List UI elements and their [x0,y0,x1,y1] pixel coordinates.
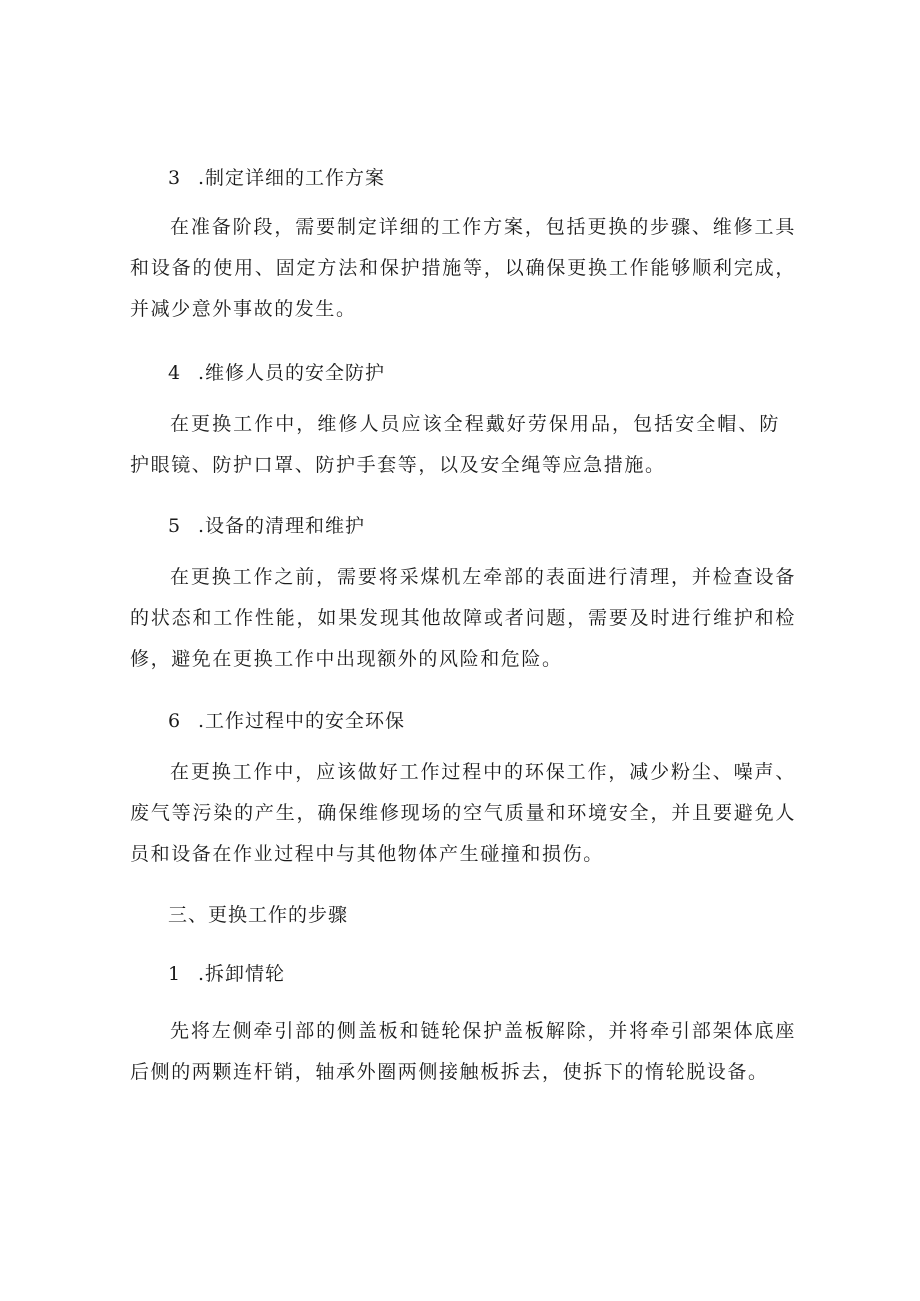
section-4-title: .维修人员的安全防护 [198,362,386,384]
section-3-title: .制定详细的工作方案 [198,167,386,189]
section-3-heading [168,166,385,190]
step-1-title: .拆卸情轮 [198,963,286,985]
section-5-heading [168,514,365,538]
section-5-title: .设备的清理和维护 [198,515,366,537]
section-6-title: .工作过程中的安全环保 [198,710,406,732]
section-4-heading [168,361,385,385]
section-4-paragraph: 在更换工作中，维修人员应该全程戴好劳保用品，包括安全帽、防护眼镜、防护口罩、防护手套等，以及安全绳等应急措施。 [130,413,780,476]
section-6-paragraph: 在更换工作中，应该做好工作过程中的环保工作，减少粉尘、噪声、废气等污染的产生，确保维修现场的空气质量和环境安全，并且要避免人员和设备在作业过程中与其他物体产生碰撞和损伤。 [130,761,796,865]
section-5-number: 5 [168,515,182,537]
step-1-number: 1 [168,963,182,985]
step-1-heading [168,962,285,986]
section-3-number: 3 [168,167,182,189]
chapter-heading: 三、更换工作的步骤 [168,904,349,926]
section-6-number: 6 [168,710,182,732]
section-5-paragraph: 在更换工作之前，需要将采煤机左牵部的表面进行清理，并检查设备的状态和工作性能，如果发现其他故障或者问题，需要及时进行维护和检修，避免在更换工作中出现额外的风险和危险。 [130,566,796,670]
section-4-number: 4 [168,362,182,384]
section-3-paragraph: 在准备阶段，需要制定详细的工作方案，包括更换的步骤、维修工具和设备的使用、固定方法和保护措施等，以确保更换工作能够顺利完成，并减少意外事故的发生。 [130,216,796,320]
step-1-paragraph: 先将左侧牵引部的侧盖板和链轮保护盖板解除，并将牵引部架体底座后侧的两颗连杆销，轴承外圈两侧接触板拆去，使拆下的惰轮脱设备。 [130,1020,796,1083]
section-6-heading [168,709,405,733]
